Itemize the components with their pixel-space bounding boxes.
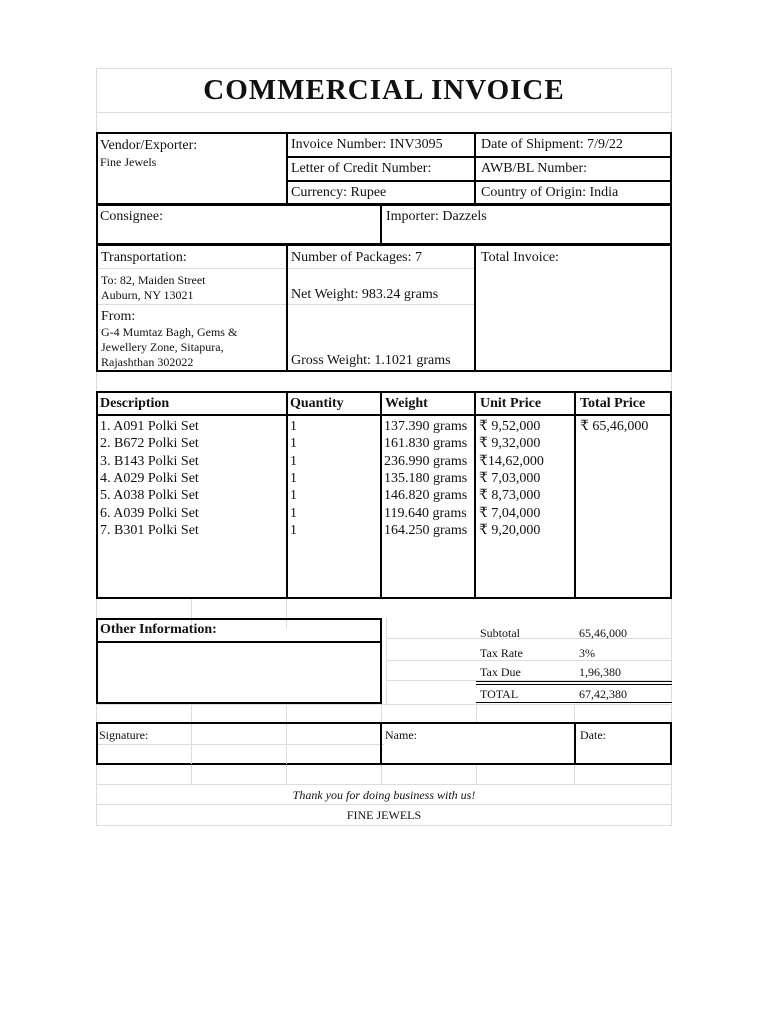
page-title: COMMERCIAL INVOICE: [203, 74, 565, 106]
row-weight: 161.830 grams: [384, 436, 468, 451]
company-name: FINE JEWELS: [346, 808, 422, 822]
row-weight: 135.180 grams: [384, 471, 468, 486]
row-description: 5. A038 Polki Set: [100, 488, 199, 503]
row-weight: 236.990 grams: [384, 454, 468, 469]
row-weight: 119.640 grams: [384, 506, 467, 521]
date-of-shipment: Date of Shipment: 7/9/22: [481, 137, 623, 152]
consignee-label: Consignee:: [100, 209, 163, 224]
letter-of-credit: Letter of Credit Number:: [291, 161, 432, 176]
subtotal-label: Subtotal: [480, 626, 521, 640]
signature-label: Signature:: [99, 728, 149, 742]
row-description: 7. B301 Polki Set: [100, 523, 199, 538]
from-address-line2: Jewellery Zone, Sitapura,: [101, 340, 224, 354]
number-of-packages: Number of Packages: 7: [291, 250, 423, 265]
row-description: 6. A039 Polki Set: [100, 506, 199, 521]
vendor-label: Vendor/Exporter:: [100, 138, 198, 153]
total-label: TOTAL: [480, 687, 519, 701]
subtotal-value: 65,46,000: [579, 626, 627, 640]
transport-label: Transportation:: [101, 250, 187, 265]
row-quantity: 1: [290, 471, 297, 486]
awb-bl-number: AWB/BL Number:: [481, 161, 588, 176]
tax-rate-label: Tax Rate: [480, 646, 523, 660]
net-weight: Net Weight: 983.24 grams: [291, 287, 439, 302]
name-label: Name:: [385, 728, 417, 742]
tax-rate-value: 3%: [579, 646, 595, 660]
vendor-value: Fine Jewels: [100, 155, 157, 169]
col-header-description: Description: [100, 396, 170, 411]
row-weight: 137.390 grams: [384, 419, 468, 434]
date-label: Date:: [580, 728, 606, 742]
row-quantity: 1: [290, 506, 297, 521]
row-unit-price: ₹ 9,20,000: [479, 523, 541, 538]
total-price-value: ₹ 65,46,000: [580, 419, 649, 434]
row-weight: 164.250 grams: [384, 523, 468, 538]
col-header-total-price: Total Price: [580, 396, 646, 411]
row-weight: 146.820 grams: [384, 488, 468, 503]
row-unit-price: ₹ 7,03,000: [479, 471, 541, 486]
row-unit-price: ₹ 7,04,000: [479, 506, 541, 521]
country-of-origin: Country of Origin: India: [481, 185, 619, 200]
importer: Importer: Dazzels: [386, 209, 487, 224]
currency: Currency: Rupee: [291, 185, 387, 200]
tax-due-value: 1,96,380: [579, 665, 621, 679]
col-header-weight: Weight: [385, 396, 428, 411]
to-address-line2: Auburn, NY 13021: [101, 288, 194, 302]
from-label: From:: [101, 309, 136, 324]
row-unit-price: ₹ 8,73,000: [479, 488, 541, 503]
total-invoice-label: Total Invoice:: [481, 250, 559, 265]
row-unit-price: ₹14,62,000: [479, 454, 544, 469]
total-value: 67,42,380: [579, 687, 627, 701]
thank-you-note: Thank you for doing business with us!: [292, 788, 476, 802]
row-quantity: 1: [290, 523, 297, 538]
row-quantity: 1: [290, 436, 297, 451]
from-address-line1: G-4 Mumtaz Bagh, Gems &: [101, 325, 238, 339]
row-description: 1. A091 Polki Set: [100, 419, 199, 434]
row-quantity: 1: [290, 419, 297, 434]
tax-due-label: Tax Due: [480, 665, 521, 679]
col-header-quantity: Quantity: [290, 396, 344, 411]
gross-weight: Gross Weight: 1.1021 grams: [291, 353, 451, 368]
invoice-number: Invoice Number: INV3095: [291, 137, 443, 152]
row-description: 2. B672 Polki Set: [100, 436, 199, 451]
row-description: 4. A029 Polki Set: [100, 471, 199, 486]
row-unit-price: ₹ 9,32,000: [479, 436, 541, 451]
col-header-unit-price: Unit Price: [480, 396, 542, 411]
row-unit-price: ₹ 9,52,000: [479, 419, 541, 434]
to-address-line1: To: 82, Maiden Street: [101, 273, 206, 287]
row-quantity: 1: [290, 488, 297, 503]
row-description: 3. B143 Polki Set: [100, 454, 199, 469]
from-address-line3: Rajashthan 302022: [101, 355, 194, 369]
row-quantity: 1: [290, 454, 297, 469]
other-info-label: Other Information:: [100, 622, 217, 637]
consignee-box: [96, 204, 672, 245]
